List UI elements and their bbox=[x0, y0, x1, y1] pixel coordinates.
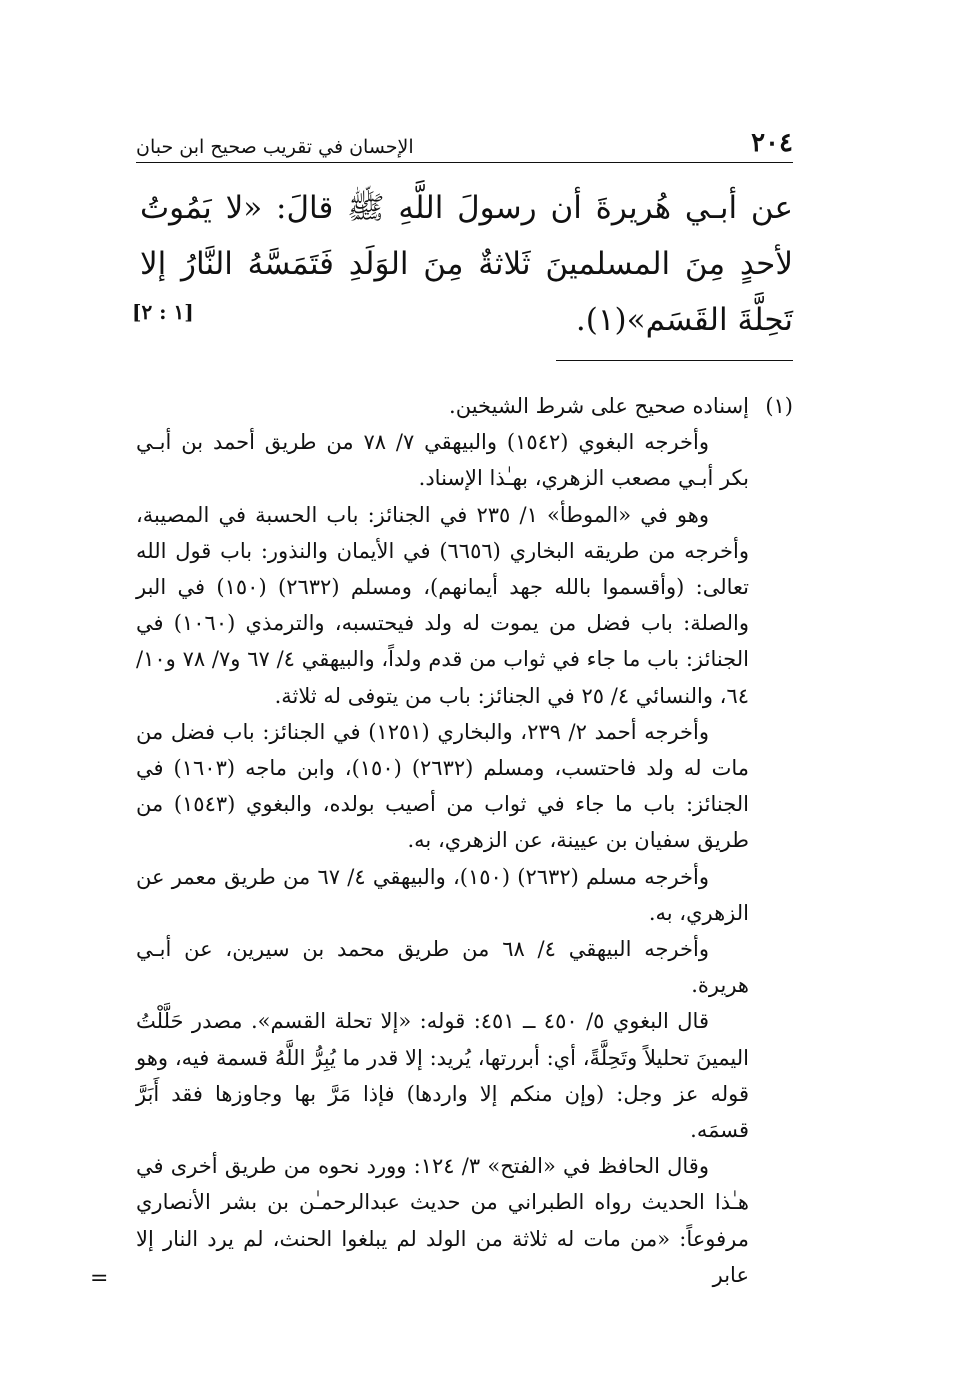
continuation-mark: = bbox=[90, 1266, 109, 1291]
footnote-paragraph: وأخرجه مسلم (٢٦٣٢) (١٥٠)، والبيهقي ٤/ ٦٧ من طريق معمر عن الزهري، به. bbox=[136, 864, 749, 925]
footnote-divider bbox=[556, 360, 793, 361]
hadith-text: عن أبـي هُريرةَ أن رسولَ اللَّهِ ﷺ قالَ: «لا يَمُوتُ لأحدٍ مِنَ المسلمينَ ثَلاثةٌ مِنَ الوَلَدِ فَتَمَسَّهُ النَّارُ إلا تَحِلَّةَ القَسَم»(١). bbox=[140, 190, 793, 338]
reference-code: [١ : ٢] bbox=[132, 300, 194, 324]
footnote-first-line: إسناده صحيح على شرط الشيخين. bbox=[449, 394, 749, 418]
footnote-paragraph: وأخرجه أحمد ٢/ ٢٣٩، والبخاري (١٢٥١) في الجنائز: باب فضل من مات له ولد فاحتسب، ومسلم (٢٦٣٢) (١٥٠)، وابن ماجه (١٦٠٣) في الجنائز: باب ما جاء في ثواب من أصيب بولده، والبغوي (١٥٤٣) من طريق سفيان بن عيينة، عن الزهري، به. bbox=[136, 719, 749, 853]
footnote-paragraph: وهو في «الموطأ» ١/ ٢٣٥ في الجنائز: باب الحسبة في المصيبة، وأخرجه من طريقه البخاري (٦٦٥٦) في الأيمان والنذور: باب قول الله تعالى: (وأقسموا بالله جهد أيمانهم)، ومسلم (٢٦٣٢) (١٥٠) في البر والصلة: باب فضل من يموت له ولد فيحتسبه، والترمذي (١٠٦٠) في الجنائز: باب ما جاء في ثواب من قدم ولداً، والبيهقي ٤/ ٦٧ و٧/ ٧٨ و١٠/ ٦٤، والنسائي ٤/ ٢٥ في الجنائز: باب من يتوفى له ثلاثة. bbox=[136, 502, 750, 708]
footnote-paragraph: وأخرجه البغوي (١٥٤٢) والبيهقي ٧/ ٧٨ من طريق أحمد بن أبـي بكر أبـي مصعب الزهري، بهـٰذا الإسناد. bbox=[136, 430, 749, 491]
footnote-paragraph: وأخرجه البيهقي ٤/ ٦٨ من طريق محمد بن سيرين، عن أبـي هريرة. bbox=[136, 937, 749, 998]
page-number: ٢٠٤ bbox=[751, 128, 793, 158]
footnotes-section bbox=[136, 388, 793, 1293]
footnote-paragraph: قال البغوي ٥/ ٤٥٠ ــ ٤٥١: قوله: «إلا تحلة القسم». مصدر حَلَّلْتُ اليمينَ تحليلاً وتَحِلَّةً، أي: أبررتها، يُريد: إلا قدر ما يُبِرُّ اللَّهُ قسمة فيه، وهو قوله عز وجل: (وإن منكم إلا واردها) فإذا مَرَّ بها وجاوزها فقد أَبَرَّ قسمَه. bbox=[136, 1009, 749, 1143]
page-header bbox=[136, 118, 793, 158]
footnote-marker: (١) bbox=[765, 394, 793, 418]
running-title: الإحسان في تقريب صحيح ابن حبان bbox=[136, 136, 414, 158]
footnote-1 bbox=[136, 388, 793, 424]
header-divider bbox=[136, 162, 793, 163]
footnote-paragraph: وقال الحافظ في «الفتح» ٣/ ١٢٤: وورد نحوه من طريق أخرى في هـٰذا الحديث رواه الطبراني من حديث عبدالرحمـٰن بن بشر الأنصاري مرفوعاً: «من مات له ثلاثة من الولد لم يبلغوا الحنث، لم يرد النار إلا عابر bbox=[136, 1154, 749, 1287]
